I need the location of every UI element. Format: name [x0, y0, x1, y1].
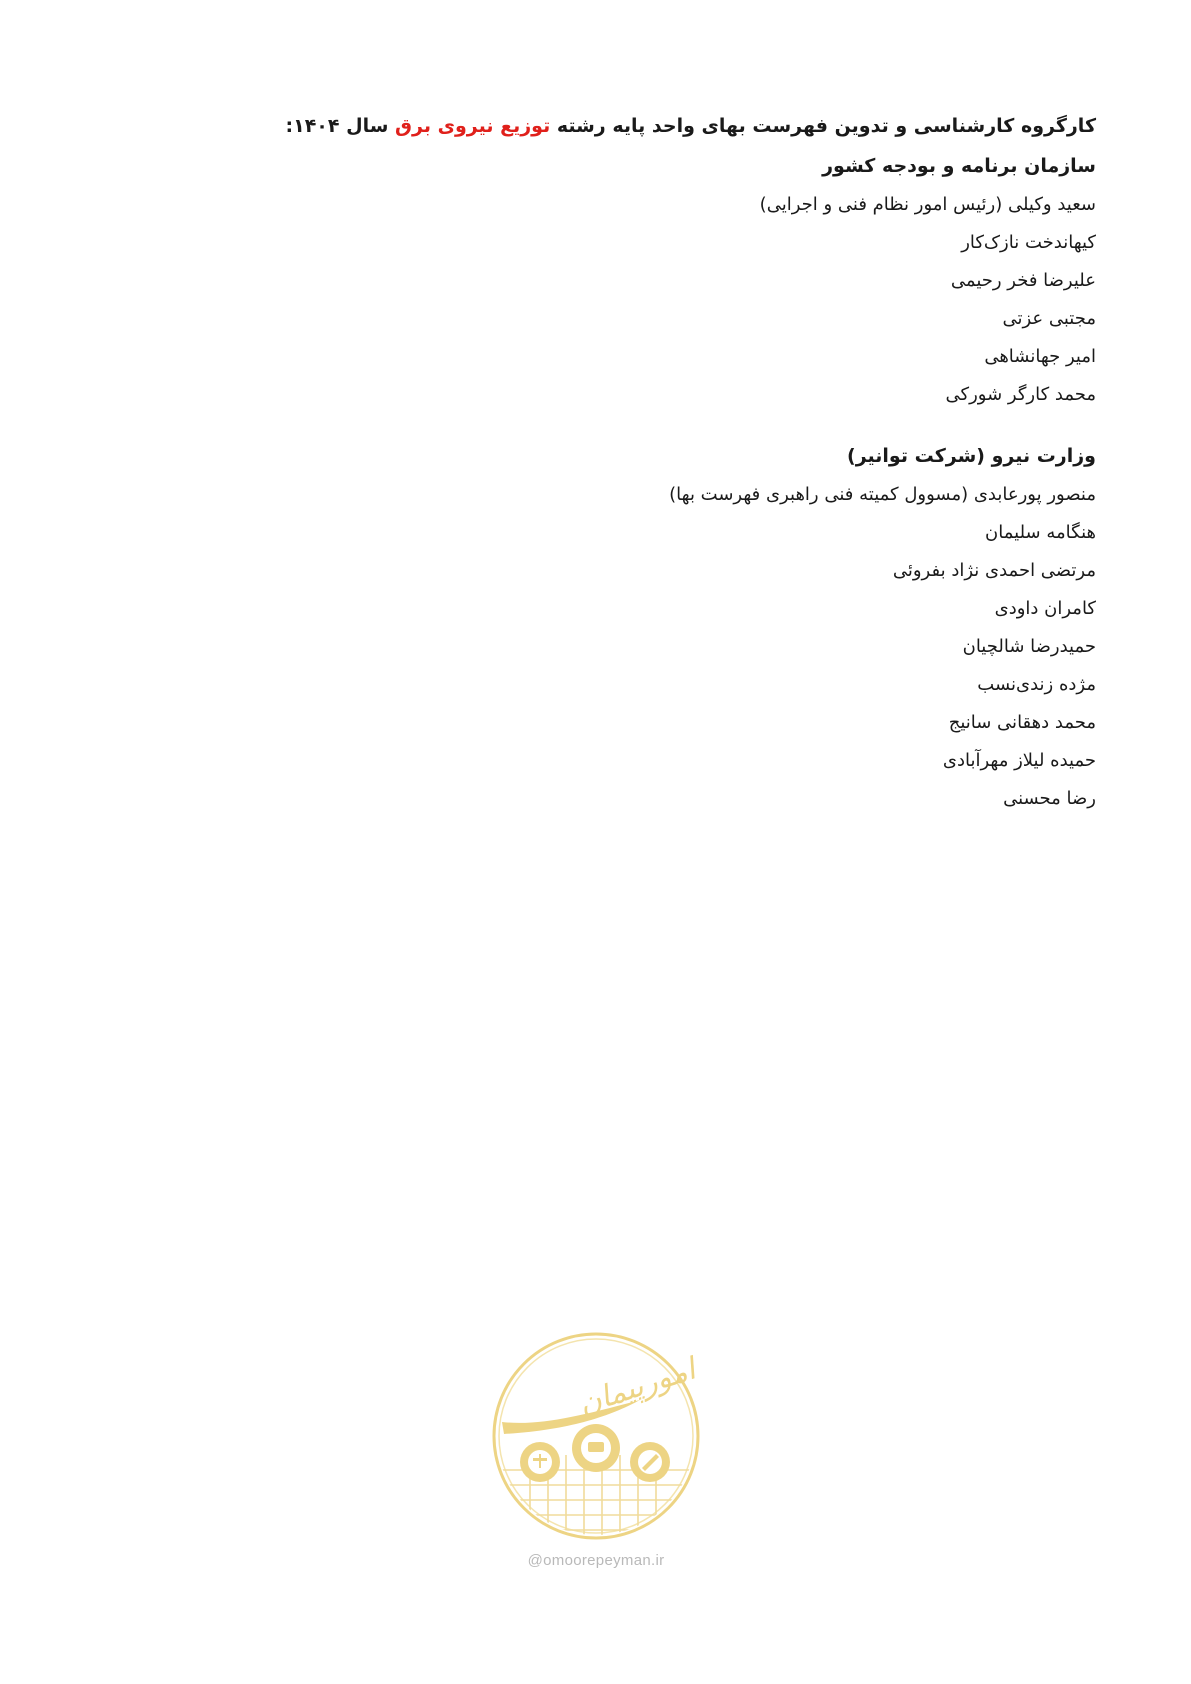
member-name: امیر جهانشاهی [984, 346, 1096, 367]
section-title-energy-ministry: وزارت نیرو (شرکت توانیر) [847, 445, 1096, 467]
emblem-logo-icon [490, 1330, 702, 1542]
heading-text-end: سال ۱۴۰۴: [285, 115, 396, 137]
member-name: علیرضا فخر رحیمی [950, 270, 1096, 291]
member-name: منصور پورعابدی (مسوول کمیته فنی راهبری فهرست بها) [669, 484, 1096, 505]
member-name: مجتبی عزتی [1002, 308, 1096, 329]
document-content [236, 106, 1096, 818]
heading-highlight: توزیع نیروی برق [395, 115, 551, 137]
heading-text-start: کارگروه کارشناسی و تدوین فهرست بهای واحد پایه رشته [550, 115, 1096, 137]
document-heading [236, 106, 1096, 146]
member-list-budget-organization [236, 186, 1096, 414]
member-name: محمد دهقانی سانیج [948, 712, 1096, 733]
member-name: کامران داودی [994, 598, 1096, 619]
watermark-caption: @omoorepeyman.ir [527, 1552, 665, 1569]
member-name: مژده زندی‌نسب [977, 674, 1096, 695]
member-name: رضا محسنی [1003, 788, 1096, 809]
member-name: هنگامه سلیمان [985, 522, 1096, 543]
member-name: محمد کارگر شورکی [945, 384, 1096, 405]
member-name: سعید وکیلی (رئیس امور نظام فنی و اجرایی) [759, 194, 1096, 215]
section-spacer [236, 414, 1096, 436]
member-list-energy-ministry [236, 476, 1096, 818]
member-name: حمیده لیلاز مهرآبادی [942, 750, 1096, 771]
member-name: کیهاندخت نازک‌کار [961, 232, 1096, 253]
section-title-budget-organization: سازمان برنامه و بودجه کشور [822, 155, 1096, 177]
member-name: مرتضی احمدی نژاد بفروئی [892, 560, 1096, 581]
logo-calligraphy-text: امورپیمان [574, 1351, 700, 1423]
watermark-logo [490, 1330, 702, 1580]
member-name: حمیدرضا شالچیان [962, 636, 1096, 657]
